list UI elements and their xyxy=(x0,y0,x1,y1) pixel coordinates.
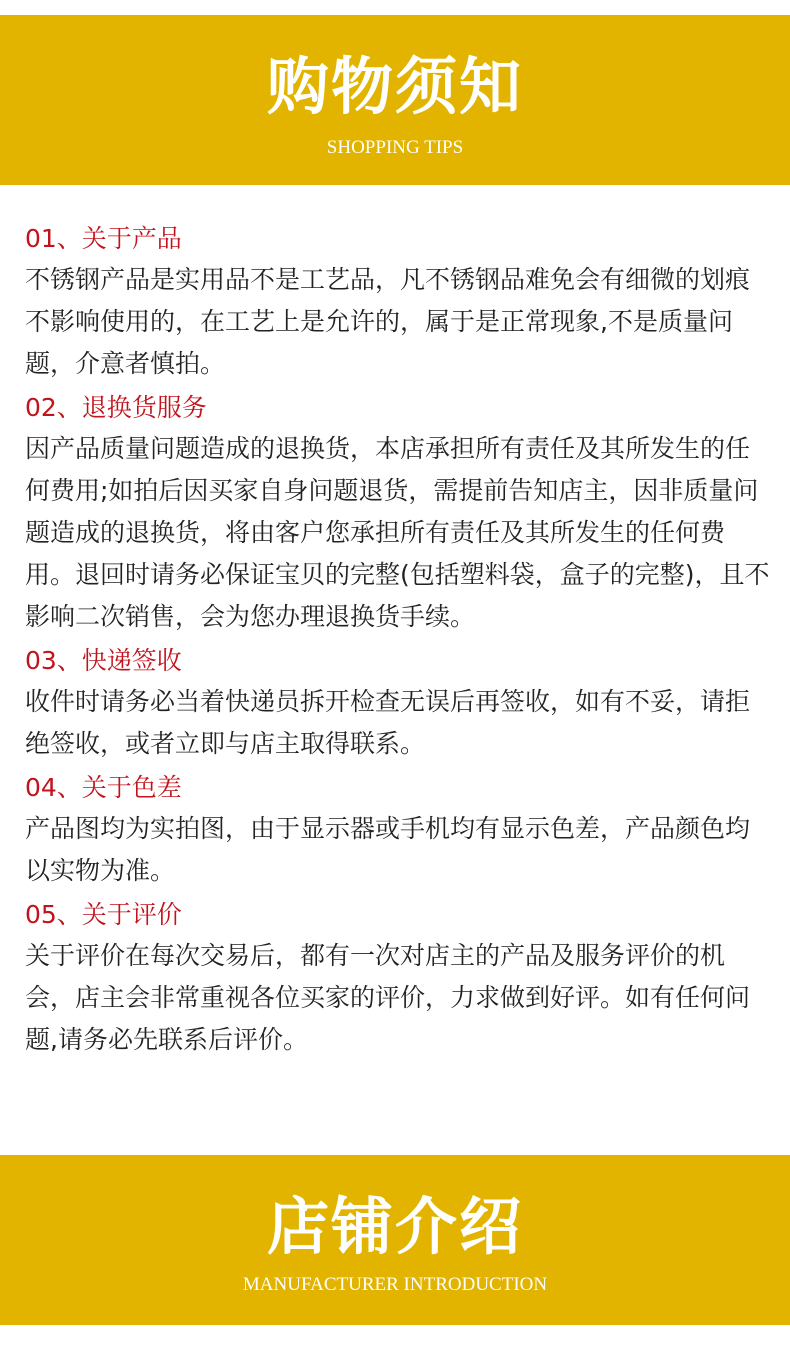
store-intro-banner xyxy=(0,1155,790,1325)
section-body: 收件时请务必当着快递员拆开检查无误后再签收，如有不妥，请拒绝签收，或者立即与店主取得联系。 xyxy=(25,687,751,758)
shopping-tips-banner xyxy=(0,15,790,185)
banner-title: 店铺介绍 xyxy=(266,1190,523,1263)
section-body: 产品图均为实拍图，由于显示器或手机均有显示色差，产品颜色均以实物为准。 xyxy=(25,814,751,885)
banner-title: 购物须知 xyxy=(266,50,523,123)
section-returns xyxy=(25,388,770,638)
section-about-product xyxy=(25,219,770,385)
section-heading: 05、关于评价 xyxy=(25,900,182,929)
section-body: 关于评价在每次交易后，都有一次对店主的产品及服务评价的机会，店主会非常重视各位买家的评价，力求做到好评。如有任何问题,请务必先联系后评价。 xyxy=(25,941,751,1054)
section-heading: 04、关于色差 xyxy=(25,773,182,802)
section-delivery xyxy=(25,641,770,765)
section-heading: 02、退换货服务 xyxy=(25,393,207,422)
section-color-difference xyxy=(25,768,770,892)
shopping-tips-content xyxy=(25,219,770,1064)
section-body: 因产品质量问题造成的退换货，本店承担所有责任及其所发生的任何费用;如拍后因买家自身问题退货，需提前告知店主，因非质量问题造成的退换货，将由客户您承担所有责任及其所发生的任何费用。退回时请务必保证宝贝的完整(包括塑料袋，盒子的完整)，且不影响二次销售，会为您办理退换货手续。 xyxy=(25,434,770,631)
section-body: 不锈钢产品是实用品不是工艺品，凡不锈钢品难免会有细微的划痕不影响使用的，在工艺上是允许的，属于是正常现象,不是质量问题，介意者慎拍。 xyxy=(25,265,751,378)
banner-subtitle: SHOPPING TIPS xyxy=(326,137,464,158)
section-heading: 03、快递签收 xyxy=(25,646,182,675)
banner-subtitle: MANUFACTURER INTRODUCTION xyxy=(242,1274,548,1295)
section-reviews xyxy=(25,895,770,1061)
section-heading: 01、关于产品 xyxy=(25,224,182,253)
